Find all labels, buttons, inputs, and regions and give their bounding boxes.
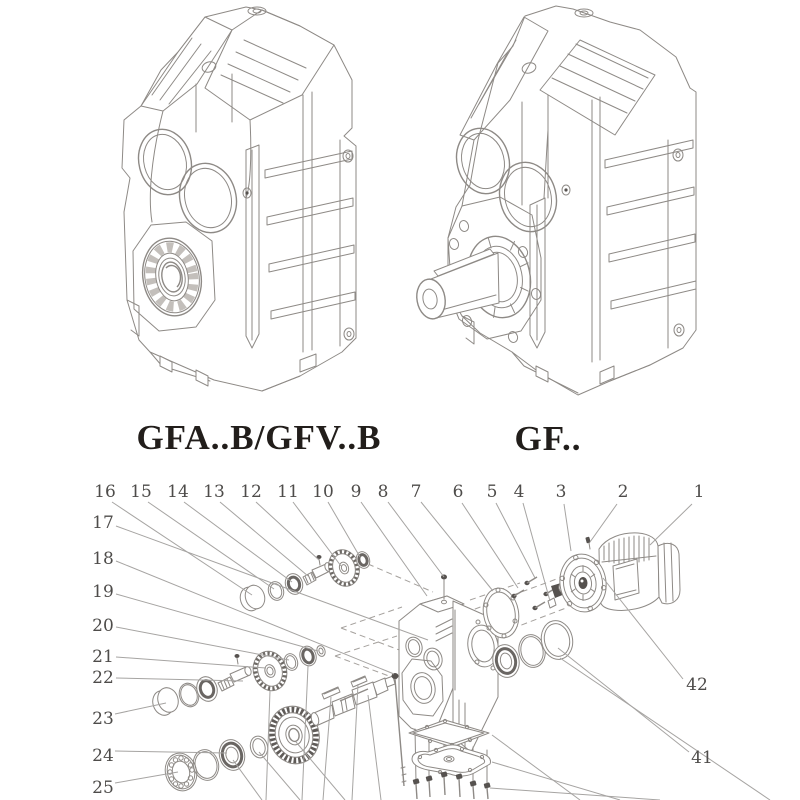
callout-17-number: 17	[92, 513, 114, 533]
callout-18-number: 18	[92, 549, 114, 569]
callout-7-number: 7	[410, 482, 422, 502]
callout-15-number: 15	[130, 482, 152, 502]
gearbox-drawing-gfab	[122, 7, 356, 391]
callout-16-number: 16	[94, 482, 116, 502]
housing-top-bolt	[441, 575, 447, 600]
callout-21-leader	[116, 657, 266, 668]
callout-16-leader	[112, 502, 252, 595]
callout-23-number: 23	[92, 709, 114, 729]
callout-12-leader	[256, 502, 319, 560]
callout-41-leader	[558, 648, 689, 752]
callout-12-number: 12	[240, 482, 262, 502]
callout-19-number: 19	[92, 582, 114, 602]
callout-5-number: 5	[486, 482, 498, 502]
callout-1-leader	[650, 504, 692, 545]
callout-10-number: 10	[312, 482, 334, 502]
callout-1-number: 1	[693, 482, 705, 502]
callout-6-number: 6	[452, 482, 464, 502]
callout-20-number: 20	[92, 616, 114, 636]
exploded-view	[92, 482, 770, 800]
callout-11-number: 11	[277, 482, 299, 502]
callout-4-number: 4	[513, 482, 525, 502]
callout-25-number: 25	[92, 778, 114, 798]
motor	[556, 533, 680, 615]
callout-10-leader	[328, 502, 360, 557]
callout-7-leader	[421, 502, 493, 591]
callout-3-number: 3	[555, 482, 567, 502]
callout-3-leader	[564, 504, 571, 551]
callout-15-leader	[148, 502, 274, 589]
motor-eyebolt	[585, 537, 590, 549]
callout-22-number: 22	[92, 668, 114, 688]
callout-5-leader	[496, 503, 535, 578]
model-label-gf: GF..	[514, 419, 582, 458]
callout-9-leader	[361, 502, 427, 596]
callout-21-number: 21	[92, 647, 114, 667]
callout-17-leader	[116, 526, 428, 640]
callout-13-number: 13	[203, 482, 225, 502]
callout-20-leader	[116, 627, 289, 660]
callout-2-number: 2	[617, 482, 629, 502]
model-label-gfab: GFA..B/GFV..B	[136, 418, 382, 457]
callout-2-leader	[590, 504, 617, 542]
callout-9-number: 9	[350, 482, 362, 502]
callout-8-number: 8	[377, 482, 389, 502]
callout-6-leader	[462, 503, 518, 588]
callout-14-number: 14	[167, 482, 189, 502]
callout-8-leader	[388, 502, 444, 577]
gasket-and-cover	[409, 719, 491, 799]
callout-41-number: 41	[691, 748, 713, 768]
callout-24-number: 24	[92, 746, 114, 766]
cover-screws	[413, 771, 491, 799]
gearbox-drawing-gf	[414, 6, 696, 395]
callout-14-leader	[184, 502, 292, 582]
callout-42-number: 42	[686, 675, 708, 695]
